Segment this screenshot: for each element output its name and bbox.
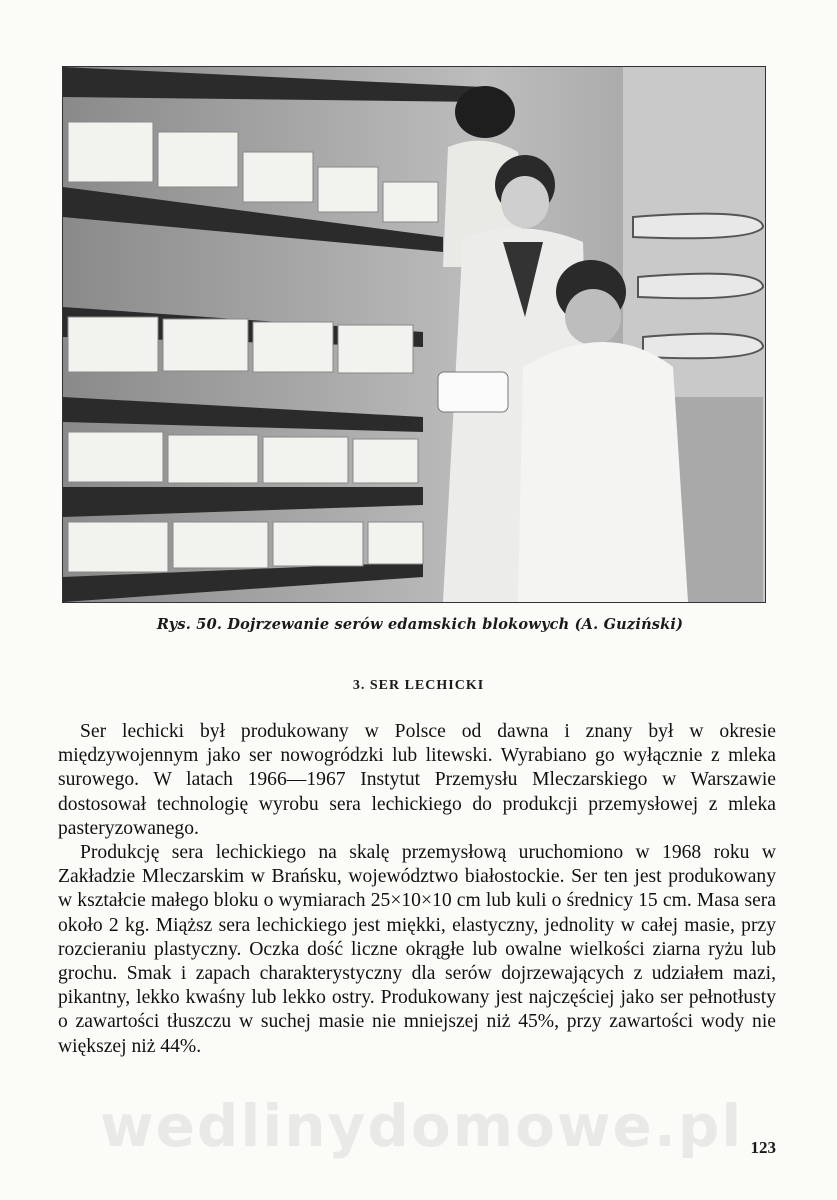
paragraph: Produkcję sera lechickiego na skalę przemysłową uruchomiono w 1968 roku w Zakładzie Mleczarskim w Brańsku, województwo białostockie. Ser ten jest produkowany w kształcie małego bloku o wymiarach 25×10×10 cm lub kuli o średnicy 15 cm. Masa sera około 2 kg. Miąższ sera lechickiego jest miękki, elastyczny, jednolity w całej masie, przy rozcieraniu plastyczny. Oczka dość liczne okrągłe lub owalne wielkości ziarna ryżu lub grochu. Smak i zapach charakterystyczny dla serów dojrzewających z udziałem mazi, pikantny, lekko kwaśny lub lekko ostry. Produkowany jest najczęściej jako ser pełnotłusty o zawartości tłuszczu w suchej masie nie mniejszej niż 45%, przy zawartości wody nie większej niż 44%. xyxy=(58,842,776,1057)
body-text xyxy=(58,720,776,1059)
cheese-ripening-photo xyxy=(62,66,766,603)
page-number: 123 xyxy=(750,1138,776,1157)
paragraph: Ser lechicki był produkowany w Polsce od dawna i znany był w okresie międzywojennym jako ser nowogródzki lub litewski. Wyrabiano go wyłącznie z mleka surowego. W latach 1966—1967 Instytut Przemysłu Mleczarskiego w Warszawie dostosował technologię wyrobu sera lechickiego do produkcji przemysłowej z mleka pasteryzowanego. xyxy=(58,721,776,839)
photo-illustration xyxy=(63,67,765,602)
watermark: wedlinydomowe.pl xyxy=(100,1092,744,1160)
section-heading: 3. SER LECHICKI xyxy=(352,678,485,693)
figure-caption: Rys. 50. Dojrzewanie serów edamskich blokowych (A. Guziński) xyxy=(156,616,684,633)
